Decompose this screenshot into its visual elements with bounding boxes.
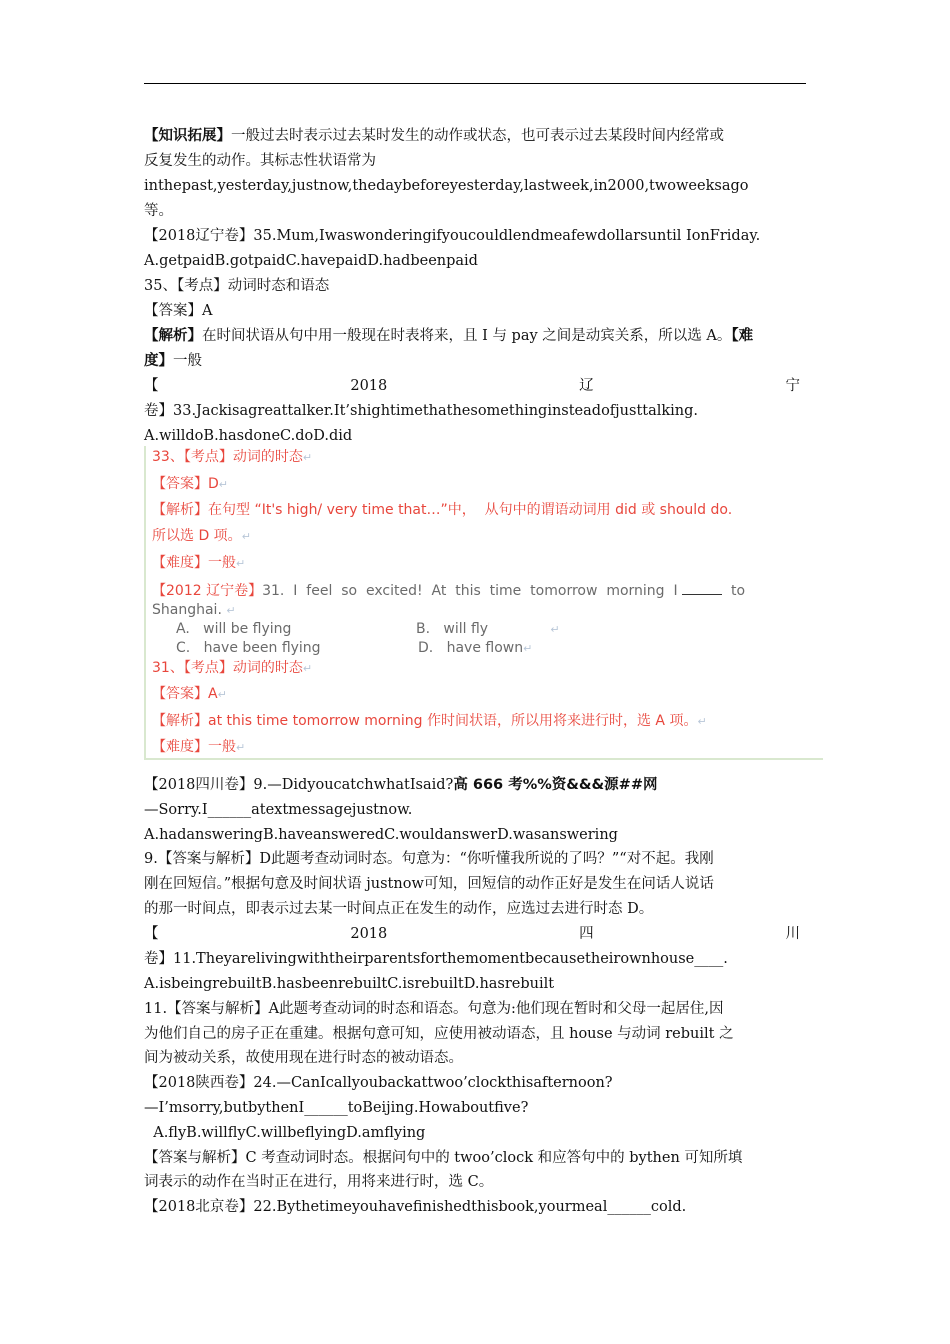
q35-difficulty: 度】一般 <box>144 352 202 369</box>
embedded-analysis-33-cont: 所以选 D 项。↵ <box>152 528 251 544</box>
q9-answer-3: 的那一时间点，即表示过去某一时间点正在发生的动作，应选过去进行时态 D。 <box>144 901 654 917</box>
q9-options: A.hadansweringB.haveansweredC.wouldanswerD.wasanswering <box>144 827 618 843</box>
header-rule <box>144 83 806 84</box>
embedded-difficulty-31: 【难度】一般↵ <box>152 739 246 755</box>
q24-stem: 【2018陕西卷】24.—CanIcallyoubackattwoo’clockthisafternoon? <box>144 1075 613 1091</box>
embedded-option-d: D. have flown↵ <box>418 640 533 656</box>
q11-answer-3: 间为被动关系，故使用现在进行时态的被动语态。 <box>144 1050 463 1066</box>
embedded-question-31-cont: Shanghai. ↵ <box>152 602 236 618</box>
q9-line2: —Sorry.I______atextmessagejustnow. <box>144 802 413 818</box>
knowledge-line-2: 反复发生的动作。其标志性状语常为 <box>144 153 376 169</box>
q9-answer-2: 刚在回短信。”根据句意及时间状语 justnow可知，回短信的动作正好是发生在问话人说话 <box>144 876 714 892</box>
knowledge-line-4: 等。 <box>144 203 173 219</box>
q24-options: A.flyB.willflyC.willbeflyingD.amflying <box>144 1125 426 1141</box>
knowledge-line-1: 【知识拓展】一般过去时表示过去某时发生的动作或状态，也可表示过去某段时间内经常或 <box>144 127 724 144</box>
embedded-point-33: 33、【考点】动词的时态↵ <box>152 449 313 465</box>
embedded-option-b: B. will fly ↵ <box>416 621 560 637</box>
q33-options: A.willdoB.hasdoneC.doD.did <box>144 428 353 444</box>
q33-header: 【 2018 辽 宁 <box>144 378 800 394</box>
watermark-text: 高 666 考%%资&&&源##网 <box>453 777 658 793</box>
embedded-analysis-33: 【解析】在句型 “It's high/ very time that…”中， 从句中的谓语动词用 did 或 should do. <box>152 502 733 518</box>
embedded-analysis-31: 【解析】at this time tomorrow morning 作时间状语，所以用将来进行时，选 A 项。↵ <box>152 713 707 729</box>
embedded-question-31: 【2012 辽宁卷】31. I feel so excited! At this time tomorrow morning I to <box>152 583 746 599</box>
embedded-answer-31: 【答案】A↵ <box>152 686 227 702</box>
q11-header: 【 2018 四 川 <box>144 926 800 942</box>
embedded-point-31: 31、【考点】动词的时态↵ <box>152 660 313 676</box>
q24-answer-2: 词表示的动作在当时正在进行，用将来进行时，选 C。 <box>144 1174 494 1190</box>
q24-line2: —I’msorry,butbythenI______toBeijing.Howaboutfive? <box>144 1100 529 1116</box>
q22-stem: 【2018北京卷】22.Bythetimeyouhavefinishedthisbook,yourmeal______cold. <box>144 1199 687 1215</box>
embedded-option-c: C. have been flying <box>176 640 321 656</box>
q35-point: 35、【考点】动词时态和语态 <box>144 278 330 294</box>
q9-answer-1: 9.【答案与解析】D此题考查动词时态。句意为：“你听懂我所说的了吗？”“对不起。我刚 <box>144 851 714 867</box>
q11-answer-1: 11.【答案与解析】A此题考查动词的时态和语态。句意为:他们现在暂时和父母一起居住,因 <box>144 1001 724 1017</box>
q11-options: A.isbeingrebuiltB.hasbeenrebuiltC.isrebuiltD.hasrebuilt <box>144 976 555 992</box>
embedded-option-a: A. will be flying <box>176 621 292 637</box>
q24-answer-1: 【答案与解析】C 考查动词时态。根据问句中的 twoo’clock 和应答句中的 bythen 可知所填 <box>144 1150 743 1166</box>
q11-stem: 卷】11.Theyarelivingwiththeirparentsforthemomentbecausetheirownhouse____. <box>144 951 728 967</box>
q35-analysis: 【解析】在时间状语从句中用一般现在时表将来，且 I 与 pay 之间是动宾关系，所以选 A。【难 <box>144 327 754 344</box>
q35-stem: 【2018辽宁卷】35.Mum,Iwaswonderingifyoucouldlendmeafewdollarsuntil IonFriday. <box>144 228 761 244</box>
q9-stem: 【2018四川卷】9.—DidyoucatchwhatIsaid?高 666 考%%资&&&源##网 <box>144 777 658 793</box>
q11-answer-2: 为他们自己的房子正在重建。根据句意可知，应使用被动语态，且 house 与动词 rebuilt 之 <box>144 1026 734 1042</box>
embedded-answer-33: 【答案】D↵ <box>152 476 228 492</box>
q35-answer: 【答案】A <box>144 303 213 319</box>
q33-stem: 卷】33.Jackisagreattalker.It’shightimethathesomethinginsteadofjusttalking. <box>144 403 699 419</box>
q35-options: A.getpaidB.gotpaidC.havepaidD.hadbeenpaid <box>144 253 478 269</box>
knowledge-line-3: inthepast,yesterday,justnow,thedaybeforeyesterday,lastweek,in2000,twoweeksago <box>144 178 749 194</box>
answer-blank <box>682 582 722 595</box>
embedded-difficulty-33: 【难度】一般↵ <box>152 555 246 571</box>
